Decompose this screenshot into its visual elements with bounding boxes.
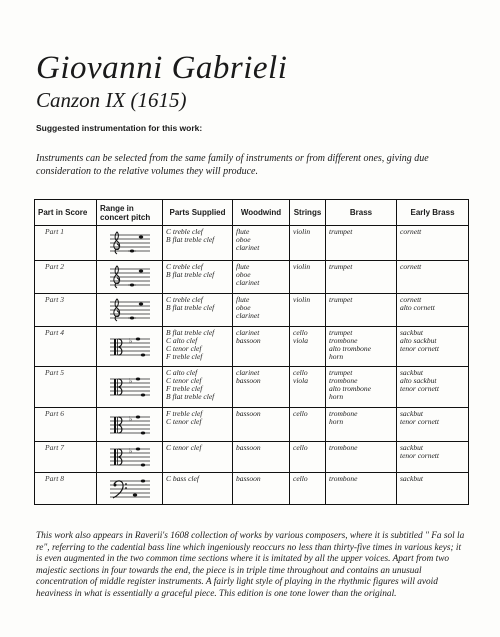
- brass-cell: [326, 473, 397, 505]
- cell-line: F treble clef: [166, 385, 203, 393]
- early-brass-cell: [397, 442, 469, 473]
- cell-line: trumpet: [329, 369, 353, 377]
- range-cell: [97, 294, 163, 327]
- alto-clef-staff-icon: [98, 412, 161, 438]
- cell-line: flute: [236, 263, 250, 271]
- cell-line: alto trombone: [329, 345, 372, 353]
- strings-cell: [290, 327, 326, 367]
- strings-cell: [290, 367, 326, 408]
- cell-line: sackbut: [400, 369, 423, 377]
- parts-supplied-cell: [163, 473, 233, 505]
- table-row: [35, 442, 469, 473]
- parts-supplied-cell: [163, 226, 233, 261]
- parts-supplied-cell: [163, 294, 233, 327]
- cell-line: alto trombone: [329, 385, 372, 393]
- brass-cell: [326, 294, 397, 327]
- cell-line: alto cornett: [400, 304, 435, 312]
- range-cell: [97, 408, 163, 442]
- cell-line: bassoon: [236, 444, 261, 452]
- early-brass-cell: [397, 226, 469, 261]
- parts-supplied-cell: [163, 367, 233, 408]
- woodwind-cell: [233, 327, 290, 367]
- closing-paragraph: This work also appears in Raverii's 1608 collection of works by various composers, where it is subtitled " Fa sol la re", referring to the cadential bass line which ingeniously reoccurs no less than thirty-five times in various keys; it is even augmented in the two common time sections where it is imitated by all the upper voices. Apart from two majestic sections in four towards the end, the piece is in triple time throughout and contains an unusual concentration of middle register instruments. A fairly light style of playing in the rhythmic figures will avoid heaviness in what is essentially a graceful piece. This edition is one tone lower than the original.: [36, 531, 465, 599]
- part-cell: Part 7: [35, 442, 97, 473]
- svg-text:♭: ♭: [128, 377, 132, 385]
- part-cell: Part 3: [35, 294, 97, 327]
- part-cell: Part 6: [35, 408, 97, 442]
- cell-line: trombone: [329, 337, 358, 345]
- cell-line: C tenor clef: [166, 345, 202, 353]
- woodwind-cell: [233, 408, 290, 442]
- cell-line: C treble clef: [166, 263, 203, 271]
- brass-cell: [326, 261, 397, 294]
- cell-line: oboe: [236, 236, 251, 244]
- alto-clef-staff-icon: [98, 444, 161, 470]
- cell-line: bassoon: [236, 377, 261, 385]
- part-cell: Part 8: [35, 473, 97, 505]
- table-row: [35, 261, 469, 294]
- cell-line: bassoon: [236, 410, 261, 418]
- woodwind-cell: [233, 226, 290, 261]
- cell-line: alto sackbut: [400, 337, 437, 345]
- cell-line: B flat treble clef: [166, 304, 215, 312]
- early-brass-cell: [397, 261, 469, 294]
- cell-line: trumpet: [329, 228, 353, 236]
- svg-text:♭: ♭: [128, 447, 132, 455]
- cell-line: sackbut: [400, 410, 423, 418]
- cell-line: bassoon: [236, 337, 261, 345]
- parts-supplied-cell: [163, 442, 233, 473]
- part-cell: Part 5: [35, 367, 97, 408]
- cell-line: flute: [236, 228, 250, 236]
- cell-line: cello: [293, 410, 308, 418]
- cell-line: oboe: [236, 271, 251, 279]
- cell-line: sackbut: [400, 444, 423, 452]
- cell-line: C alto clef: [166, 369, 198, 377]
- part-cell: Part 2: [35, 261, 97, 294]
- brass-cell: [326, 327, 397, 367]
- strings-cell: [290, 226, 326, 261]
- cell-line: C tenor clef: [166, 444, 202, 452]
- treble-clef-staff-icon: [98, 230, 161, 256]
- header-range: Range in concert pitch: [97, 200, 163, 226]
- table-row: [35, 408, 469, 442]
- table-header-row: [35, 200, 469, 226]
- svg-text:♭: ♭: [128, 336, 132, 345]
- cell-line: cornett: [400, 228, 422, 236]
- cell-line: sackbut: [400, 329, 423, 337]
- cell-line: alto sackbut: [400, 377, 437, 385]
- header-early-brass: Early Brass: [397, 200, 469, 226]
- cell-line: oboe: [236, 304, 251, 312]
- header-strings: Strings: [290, 200, 326, 226]
- cell-line: clarinet: [236, 279, 260, 287]
- header-brass: Brass: [326, 200, 397, 226]
- header-woodwind: Woodwind: [233, 200, 290, 226]
- cell-line: C treble clef: [166, 296, 203, 304]
- alto-clef-staff-icon: [98, 334, 161, 360]
- cell-line: violin: [293, 228, 311, 236]
- woodwind-cell: [233, 442, 290, 473]
- cell-line: viola: [293, 377, 308, 385]
- cell-line: flute: [236, 296, 250, 304]
- cell-line: B flat treble clef: [166, 393, 215, 401]
- woodwind-cell: [233, 294, 290, 327]
- cell-line: tenor cornett: [400, 452, 439, 460]
- cell-line: cello: [293, 444, 308, 452]
- alto-clef-staff-icon: [98, 374, 161, 400]
- header-part: Part in Score: [35, 200, 97, 226]
- instrumentation-table: [34, 199, 469, 505]
- cell-line: cello: [293, 329, 308, 337]
- cell-line: cello: [293, 475, 308, 483]
- brass-cell: [326, 367, 397, 408]
- cell-line: cornett: [400, 263, 422, 271]
- cell-line: F treble clef: [166, 410, 203, 418]
- cell-line: B flat treble clef: [166, 329, 215, 337]
- table-row: [35, 367, 469, 408]
- cell-line: violin: [293, 296, 311, 304]
- brass-cell: [326, 442, 397, 473]
- woodwind-cell: [233, 367, 290, 408]
- cell-line: bassoon: [236, 475, 261, 483]
- header-parts-supplied: Parts Supplied: [163, 200, 233, 226]
- cell-line: trombone: [329, 377, 358, 385]
- work-title: Canzon IX (1615): [36, 88, 187, 112]
- cell-line: trombone: [329, 444, 358, 452]
- early-brass-cell: [397, 408, 469, 442]
- composer-title: Giovanni Gabrieli: [36, 50, 288, 86]
- cell-line: tenor cornett: [400, 345, 439, 353]
- table-row: [35, 226, 469, 261]
- cell-line: trumpet: [329, 329, 353, 337]
- intro-paragraph: Instruments can be selected from the same family of instruments or from different ones, giving due consideration to the relative volumes they will produce.: [36, 153, 429, 177]
- strings-cell: [290, 261, 326, 294]
- strings-cell: [290, 473, 326, 505]
- cell-line: cello: [293, 369, 308, 377]
- strings-cell: [290, 294, 326, 327]
- cell-line: sackbut: [400, 475, 423, 483]
- woodwind-cell: [233, 261, 290, 294]
- cell-line: clarinet: [236, 329, 260, 337]
- part-cell: Part 1: [35, 226, 97, 261]
- cell-line: C tenor clef: [166, 377, 202, 385]
- early-brass-cell: [397, 294, 469, 327]
- cell-line: viola: [293, 337, 308, 345]
- cell-line: trombone: [329, 410, 358, 418]
- cell-line: horn: [329, 393, 344, 401]
- early-brass-cell: [397, 327, 469, 367]
- cell-line: violin: [293, 263, 311, 271]
- cell-line: B flat treble clef: [166, 271, 215, 279]
- cell-line: B flat treble clef: [166, 236, 215, 244]
- parts-supplied-cell: [163, 327, 233, 367]
- cell-line: C treble clef: [166, 228, 203, 236]
- bass-clef-staff-icon: [98, 476, 161, 502]
- cell-line: cornett: [400, 296, 422, 304]
- svg-text:♭: ♭: [128, 414, 132, 423]
- range-cell: [97, 442, 163, 473]
- early-brass-cell: [397, 367, 469, 408]
- table-row: [35, 473, 469, 505]
- strings-cell: [290, 442, 326, 473]
- cell-line: tenor cornett: [400, 418, 439, 426]
- table-row: [35, 327, 469, 367]
- cell-line: tenor cornett: [400, 385, 439, 393]
- cell-line: clarinet: [236, 312, 260, 320]
- cell-line: horn: [329, 353, 344, 361]
- brass-cell: [326, 408, 397, 442]
- range-cell: [97, 327, 163, 367]
- early-brass-cell: [397, 473, 469, 505]
- cell-line: horn: [329, 418, 344, 426]
- cell-line: C alto clef: [166, 337, 198, 345]
- woodwind-cell: [233, 473, 290, 505]
- cell-line: trumpet: [329, 296, 353, 304]
- brass-cell: [326, 226, 397, 261]
- treble-clef-staff-icon: [98, 297, 161, 323]
- table-row: [35, 294, 469, 327]
- cell-line: C bass clef: [166, 475, 199, 483]
- cell-line: C tenor clef: [166, 418, 202, 426]
- cell-line: trombone: [329, 475, 358, 483]
- cell-line: F treble clef: [166, 353, 203, 361]
- parts-supplied-cell: [163, 261, 233, 294]
- range-cell: [97, 473, 163, 505]
- cell-line: trumpet: [329, 263, 353, 271]
- range-cell: [97, 367, 163, 408]
- range-cell: [97, 226, 163, 261]
- cell-line: clarinet: [236, 244, 260, 252]
- suggested-instrumentation-heading: Suggested instrumentation for this work:: [36, 123, 203, 133]
- strings-cell: [290, 408, 326, 442]
- parts-supplied-cell: [163, 408, 233, 442]
- treble-clef-staff-icon: [98, 264, 161, 290]
- cell-line: clarinet: [236, 369, 260, 377]
- range-cell: [97, 261, 163, 294]
- part-cell: Part 4: [35, 327, 97, 367]
